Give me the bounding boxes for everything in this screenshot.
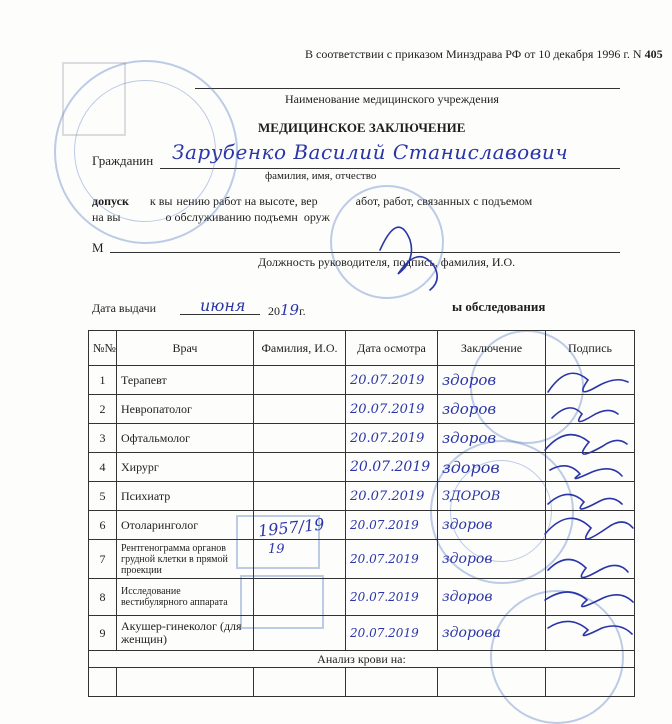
row-name	[254, 482, 346, 511]
col-doctor: Врач	[117, 331, 254, 366]
table-row	[89, 579, 635, 616]
row-date: 20.07.2019	[346, 453, 438, 482]
admission-word-4: абот, работ, связанных с подъемом	[355, 194, 533, 208]
citizen-label: Гражданин	[92, 153, 154, 168]
row-name	[254, 395, 346, 424]
document-title: МЕДИЦИНСКОЕ ЗАКЛЮЧЕНИЕ	[258, 120, 466, 135]
row-conclusion: ЗДОРОВ	[438, 482, 546, 511]
row-doctor: Исследование вестибулярного аппарата	[117, 579, 254, 616]
row-date: 20.07.2019	[346, 482, 438, 511]
table-row	[89, 482, 635, 511]
citizen-caption: фамилия, имя, отчество	[265, 170, 377, 182]
row-doctor: Акушер-гинеколог (для женщин)	[117, 616, 254, 651]
table-row	[89, 424, 635, 453]
row-num: 7	[89, 540, 117, 579]
row-signature	[546, 395, 635, 424]
results-title: ы обследования	[452, 299, 546, 314]
examination-table	[88, 330, 635, 697]
row-date: 20.07.2019	[346, 424, 438, 453]
col-num: №№	[89, 331, 117, 366]
row-date: 20.07.2019	[346, 511, 438, 540]
issue-year-suffix: г.	[299, 304, 306, 318]
manager-caption: Должность руководителя, подпись, фамилия, И.О.	[258, 255, 516, 269]
row-name	[254, 366, 346, 395]
row-doctor: Хирург	[117, 453, 254, 482]
table-row	[89, 395, 635, 424]
issue-date-label: Дата выдачи	[92, 301, 157, 315]
row-num: 3	[89, 424, 117, 453]
row-date: 20.07.2019	[346, 616, 438, 651]
admission-word-1: допуск	[92, 194, 129, 208]
table-row	[89, 540, 635, 579]
row-signature	[546, 453, 635, 482]
order-number: 405	[644, 47, 663, 61]
row-name	[254, 424, 346, 453]
row-doctor: Отоларинголог	[117, 511, 254, 540]
institution-line	[195, 88, 620, 89]
issue-year-hand: 19	[280, 301, 300, 319]
row-doctor: Офтальмолог	[117, 424, 254, 453]
row-doctor: Невропатолог	[117, 395, 254, 424]
admission-word-2: к вы	[149, 194, 173, 208]
row-doctor: Терапевт	[117, 366, 254, 395]
row-signature	[546, 511, 635, 540]
row-signature	[546, 540, 635, 579]
row-num: 9	[89, 616, 117, 651]
row-signature	[546, 616, 635, 651]
xray-note-2: 19	[268, 542, 285, 557]
admission-word-3: нению работ на высоте, вер	[176, 194, 318, 208]
xray-note: 1957/19	[257, 514, 326, 541]
row-signature	[546, 366, 635, 395]
row-num: 8	[89, 579, 117, 616]
row-name	[254, 616, 346, 651]
row-num: 4	[89, 453, 117, 482]
col-name: Фамилия, И.О.	[254, 331, 346, 366]
stamp-corner	[62, 62, 126, 136]
row-name	[254, 453, 346, 482]
row-conclusion: здоров	[438, 540, 546, 579]
table-row	[89, 366, 635, 395]
stamp-center	[330, 185, 444, 299]
row-conclusion: здоров	[438, 424, 546, 453]
table-row	[89, 616, 635, 651]
blood-test-label: Анализ крови на:	[89, 651, 635, 668]
table-row	[89, 511, 635, 540]
row-date: 20.07.2019	[346, 579, 438, 616]
issue-year-prefix: 20	[268, 304, 280, 318]
row-signature	[546, 482, 635, 511]
col-signature: Подпись	[546, 331, 635, 366]
row-doctor: Психиатр	[117, 482, 254, 511]
row-num: 6	[89, 511, 117, 540]
row-conclusion: здоров	[438, 395, 546, 424]
institution-caption: Наименование медицинского учреждения	[285, 92, 499, 106]
issue-year	[268, 301, 306, 319]
row-num: 5	[89, 482, 117, 511]
row-date: 20.07.2019	[346, 395, 438, 424]
row-num: 1	[89, 366, 117, 395]
order-reference-text: В соответствии с приказом Минздрава РФ от 10 декабря 1996 г. N	[305, 47, 642, 61]
table-header-row	[89, 331, 635, 366]
row-signature	[546, 579, 635, 616]
row-doctor: Рентгенограмма органов грудной клетки в прямой проекции	[117, 540, 254, 579]
admission-word-7: оруж	[303, 210, 330, 224]
admission-word-6: о обслуживанию подъемн	[165, 210, 298, 224]
row-conclusion: здорова	[438, 616, 546, 651]
manager-letter: М	[92, 240, 104, 255]
row-conclusion: здоров	[438, 511, 546, 540]
row-conclusion: здоров	[438, 366, 546, 395]
row-conclusion: здоров	[438, 453, 546, 482]
row-signature	[546, 424, 635, 453]
col-date: Дата осмотра	[346, 331, 438, 366]
table-row-blood	[89, 651, 635, 668]
row-conclusion: здоров	[438, 579, 546, 616]
row-date: 20.07.2019	[346, 366, 438, 395]
order-reference	[305, 47, 663, 62]
issue-month: июня	[200, 296, 246, 315]
table-row	[89, 453, 635, 482]
admission-word-5: на вы	[92, 210, 121, 224]
col-conclusion: Заключение	[438, 331, 546, 366]
row-date: 20.07.2019	[346, 540, 438, 579]
row-name	[254, 579, 346, 616]
citizen-name: Зарубенко Василий Станиславович	[172, 140, 569, 164]
row-num: 2	[89, 395, 117, 424]
